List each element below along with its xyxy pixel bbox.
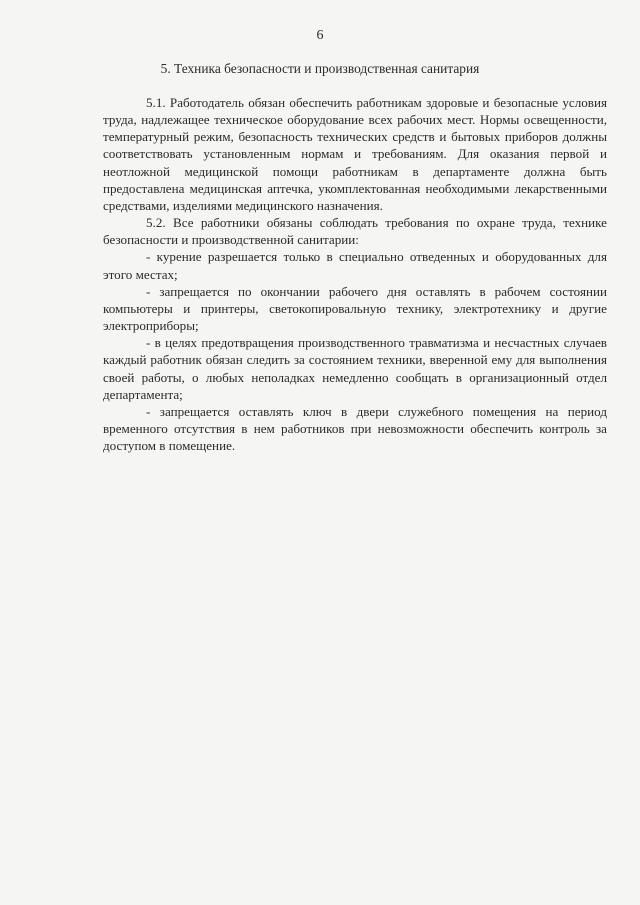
section-title: 5. Техника безопасности и производственная санитария: [160, 61, 480, 76]
list-item-door-key: - запрещается оставлять ключ в двери служебного помещения на период временного отсутствия в нем работников при невозможности обеспечить контроль за доступом в помещение.: [103, 403, 607, 454]
paragraph-5-1: 5.1. Работодатель обязан обеспечить работникам здоровые и безопасные условия труда, надлежащее техническое оборудование всех рабочих мест. Нормы освещенности, температурный режим, безопасность технических средств и бытовых приборов должны соответствовать установленным нормам и требованиям. Для оказания первой и неотложной медицинской помощи работникам в департаменте должна быть предоставлена медицинская аптечка, укомплектованная необходимыми лекарственными средствами, изделиями медицинского назначения.: [103, 95, 607, 213]
paragraph-5-2: 5.2. Все работники обязаны соблюдать требования по охране труда, технике безопасности и производственной санитарии:: [103, 215, 607, 248]
page-number: 6: [316, 28, 324, 43]
section-body: [103, 94, 607, 454]
list-item-smoking: - курение разрешается только в специально отведенных и оборудованных для этого местах;: [103, 249, 607, 282]
list-item-injury-prevention: - в целях предотвращения производственного травматизма и несчастных случаев каждый работник обязан следить за состоянием техники, вверенной ему для выполнения своей работы, о любых неполадках немедленно сообщать в организационный отдел департамента;: [103, 335, 607, 402]
list-item-equipment-off: - запрещается по окончании рабочего дня оставлять в рабочем состоянии компьютеры и принтеры, светокопировальную технику, электротехнику и другие электроприборы;: [103, 283, 607, 334]
